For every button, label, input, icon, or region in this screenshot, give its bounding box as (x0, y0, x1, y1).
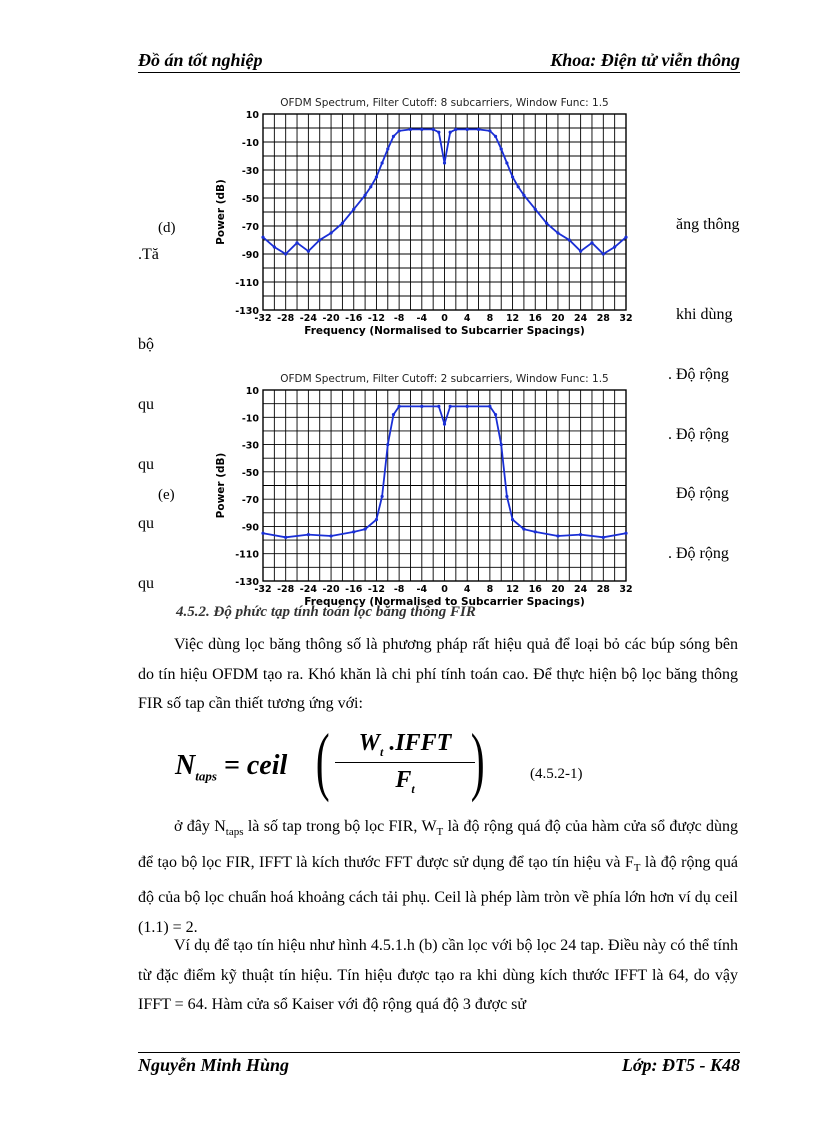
spectrum-point (494, 413, 497, 416)
p2-sub: taps (225, 826, 244, 839)
eq-num-sub: t (379, 744, 384, 759)
figure-d (208, 94, 638, 344)
spectrum-point (466, 128, 469, 131)
side-fragment: Độ rộng (676, 485, 729, 502)
spectrum-point (420, 405, 423, 408)
x-tick-label: 8 (486, 313, 494, 324)
eq-num-w: W (358, 730, 380, 756)
y-tick-label: -10 (241, 413, 259, 425)
x-tick-label: 0 (441, 313, 448, 324)
figure-label-e: (e) (158, 487, 175, 503)
paragraph-2 (138, 812, 738, 942)
x-tick-label: 12 (505, 584, 520, 595)
spectrum-point (386, 443, 389, 446)
p2-sub: T (436, 826, 444, 839)
spectrum-point (363, 194, 366, 197)
eq-n: N (175, 750, 196, 781)
spectrum-point (443, 161, 446, 164)
x-axis-label: Frequency (Normalised to Subcarrier Spacings) (304, 596, 585, 608)
x-tick-label: 20 (551, 584, 565, 595)
y-axis-label: Power (dB) (215, 452, 227, 519)
spectrum-point (329, 231, 332, 234)
p2-text: là độ rộng quá độ của bộ lọc chuẩn hoá khoảng cách tải phụ. Ceil là phép làm tròn về phía lớn hơn ví dụ ceil (1.1) = 2. (138, 853, 738, 936)
spectrum-point (602, 536, 605, 539)
x-tick-label: 16 (528, 313, 542, 324)
y-tick-label: -50 (241, 467, 259, 479)
footer-left: Nguyễn Minh Hùng (138, 1055, 290, 1075)
spectrum-point (505, 495, 508, 498)
y-axis-label: Power (dB) (215, 179, 227, 245)
y-tick-label: -130 (235, 577, 259, 588)
eq-den-f: F (395, 766, 412, 793)
x-tick-label: -8 (393, 313, 405, 324)
spectrum-point (381, 161, 384, 164)
x-tick-label: -8 (393, 584, 405, 595)
x-tick-label: -20 (322, 313, 340, 324)
eq-fraction (335, 730, 475, 797)
spectrum-point (409, 128, 412, 131)
x-axis-label: Frequency (Normalised to Subcarrier Spacings) (304, 325, 585, 337)
eq-num-rest: .IFFT (383, 730, 452, 756)
x-tick-label: -28 (277, 584, 295, 595)
x-tick-label: -12 (367, 584, 386, 595)
spectrum-point (488, 129, 491, 132)
x-tick-label: -32 (254, 313, 272, 324)
spectrum-point (392, 135, 395, 138)
eq-denominator (335, 767, 475, 797)
y-tick-label: -90 (241, 250, 259, 261)
y-tick-label: -50 (241, 194, 259, 205)
y-tick-label: -110 (235, 549, 259, 561)
spectrum-point (352, 530, 355, 533)
side-fragment: . Độ rộng (668, 545, 729, 562)
x-tick-label: 24 (574, 313, 588, 324)
spectrum-point (386, 147, 389, 150)
section-heading-partial: 4.5.2. Độ phức tạp tính toán lọc băng thông FIR (176, 604, 476, 620)
spectrum-point (454, 128, 457, 131)
spectrum-point (556, 534, 559, 537)
spectrum-chart-e (208, 370, 638, 615)
side-fragment: qu (138, 396, 154, 413)
side-fragment: . Độ rộng (668, 366, 729, 383)
figure-e (208, 370, 638, 615)
x-tick-label: 4 (463, 313, 471, 324)
y-tick-label: -30 (241, 440, 259, 452)
y-tick-label: -130 (235, 306, 259, 317)
y-tick-label: -70 (241, 222, 259, 233)
page-header (138, 48, 740, 73)
x-tick-label: -32 (254, 584, 272, 595)
spectrum-point (449, 131, 452, 134)
x-tick-label: 28 (596, 313, 610, 324)
y-tick-label: -70 (241, 495, 259, 507)
spectrum-point (579, 533, 582, 536)
spectrum-point (437, 131, 440, 134)
spectrum-point (511, 518, 514, 521)
spectrum-point (284, 252, 287, 255)
spectrum-point (341, 222, 344, 225)
side-fragment: . Độ rộng (668, 426, 729, 443)
page-footer (138, 1052, 740, 1077)
p2-text: là số tap trong bộ lọc FIR, W (243, 818, 437, 835)
paragraph-3: Ví dụ để tạo tín hiệu như hình 4.5.1.h (b) cần lọc với bộ lọc 24 tap. Điều này có thể tính từ đặc điểm kỹ thuật tín hiệu. Tín hiệu được tạo ra khi dùng kích thước IFFT là 64, do vậy IFFT = 64. Hàm cửa sổ Kaiser với độ rộng quá độ 3 được sử (138, 937, 738, 1013)
x-tick-label: -16 (345, 584, 363, 595)
spectrum-point (295, 241, 298, 244)
spectrum-point (534, 208, 537, 211)
y-tick-label: 10 (245, 110, 259, 121)
x-tick-label: -12 (367, 313, 386, 324)
x-tick-label: -4 (416, 313, 428, 324)
side-fragment: ăng thông (676, 216, 740, 233)
spectrum-point (488, 405, 491, 408)
figure-label-d: (d) (158, 220, 176, 236)
y-tick-label: -30 (241, 166, 259, 177)
spectrum-point (556, 231, 559, 234)
spectrum-point (443, 423, 446, 426)
spectrum-point (273, 245, 276, 248)
side-fragment: qu (138, 575, 154, 592)
x-tick-label: 4 (463, 584, 471, 595)
spectrum-point (318, 238, 321, 241)
eq-equals: = (216, 750, 247, 781)
eq-n-sub: taps (195, 768, 217, 784)
spectrum-point (375, 518, 378, 521)
spectrum-point (613, 245, 616, 248)
spectrum-point (505, 161, 508, 164)
spectrum-point (398, 405, 401, 408)
spectrum-point (511, 175, 514, 178)
header-right: Khoa: Điện tử viễn thông (550, 50, 740, 70)
spectrum-point (449, 405, 452, 408)
spectrum-point (590, 241, 593, 244)
eq-paren-right: ) (470, 719, 485, 803)
chart-title: OFDM Spectrum, Filter Cutoff: 8 subcarriers, Window Func: 1.5 (280, 97, 609, 109)
spectrum-point (352, 208, 355, 211)
spectrum-point (624, 236, 627, 239)
paragraph-1: Việc dùng lọc băng thông số là phương pháp rất hiệu quả để loại bỏ các búp sóng bên do tín hiệu OFDM tạo ra. Khó khăn là chi phí tính toán cao. Để thực hiện bộ lọc băng thông FIR số tap cần thiết tương ứng với: (138, 636, 738, 712)
spectrum-point (432, 128, 435, 131)
x-tick-label: 16 (528, 584, 542, 595)
y-tick-label: -10 (241, 138, 259, 149)
y-tick-label: 10 (245, 386, 259, 397)
chart-title: OFDM Spectrum, Filter Cutoff: 2 subcarriers, Window Func: 1.5 (280, 373, 609, 385)
spectrum-point (381, 495, 384, 498)
spectrum-point (466, 405, 469, 408)
x-tick-label: -24 (299, 584, 317, 595)
x-tick-label: -16 (345, 313, 363, 324)
eq-den-sub: t (411, 781, 415, 796)
spectrum-point (307, 250, 310, 253)
spectrum-point (522, 528, 525, 531)
spectrum-chart-d (208, 94, 638, 344)
spectrum-point (624, 532, 627, 535)
side-fragment: khi dùng (676, 306, 733, 323)
x-tick-label: 32 (619, 313, 633, 324)
eq-numerator (335, 730, 475, 763)
spectrum-point (437, 405, 440, 408)
spectrum-point (602, 252, 605, 255)
spectrum-point (375, 175, 378, 178)
p2-text: là độ rộng quá độ của hàm cửa sổ được dùng để tạo bộ lọc FIR, IFFT là kích thước FFT được sử dụng để tạo tín hiệu và F (138, 818, 739, 871)
side-fragment: .Tă (138, 246, 159, 263)
y-tick-label: -110 (235, 278, 259, 289)
spectrum-point (568, 238, 571, 241)
x-tick-label: 20 (551, 313, 565, 324)
x-tick-label: -24 (299, 313, 317, 324)
spectrum-point (500, 147, 503, 150)
spectrum-point (261, 236, 264, 239)
equation-label: (4.5.2-1) (530, 766, 583, 782)
spectrum-point (398, 129, 401, 132)
spectrum-point (579, 250, 582, 253)
spectrum-point (329, 534, 332, 537)
equation-4-5-2-1 (175, 719, 695, 812)
spectrum-point (420, 128, 423, 131)
spectrum-point (363, 528, 366, 531)
p2-sub: T (633, 861, 641, 874)
x-tick-label: 12 (505, 313, 520, 324)
spectrum-point (284, 536, 287, 539)
x-tick-label: -28 (277, 313, 295, 324)
equation-lhs (175, 750, 287, 785)
spectrum-point (500, 443, 503, 446)
header-left: Đồ án tốt nghiệp (138, 50, 263, 70)
x-tick-label: 32 (619, 584, 633, 595)
x-tick-label: 28 (596, 584, 610, 595)
spectrum-point (522, 194, 525, 197)
spectrum-point (369, 185, 372, 188)
side-fragment: qu (138, 456, 154, 473)
spectrum-point (545, 222, 548, 225)
eq-func: ceil (246, 750, 288, 781)
spectrum-point (307, 533, 310, 536)
eq-paren-left: ( (315, 719, 330, 803)
x-tick-label: -20 (322, 584, 340, 595)
spectrum-point (261, 532, 264, 535)
x-tick-label: 8 (486, 584, 494, 595)
side-fragment: bộ (138, 336, 154, 353)
spectrum-point (392, 413, 395, 416)
x-tick-label: -4 (416, 584, 428, 595)
spectrum-point (477, 128, 480, 131)
x-tick-label: 0 (441, 584, 448, 595)
spectrum-point (517, 185, 520, 188)
footer-right: Lớp: ĐT5 - K48 (621, 1055, 740, 1075)
x-tick-label: 24 (574, 584, 588, 595)
y-tick-label: -90 (241, 522, 259, 534)
p2-text: ở đây N (174, 818, 226, 835)
spectrum-point (534, 530, 537, 533)
spectrum-point (494, 135, 497, 138)
side-fragment: qu (138, 515, 154, 532)
